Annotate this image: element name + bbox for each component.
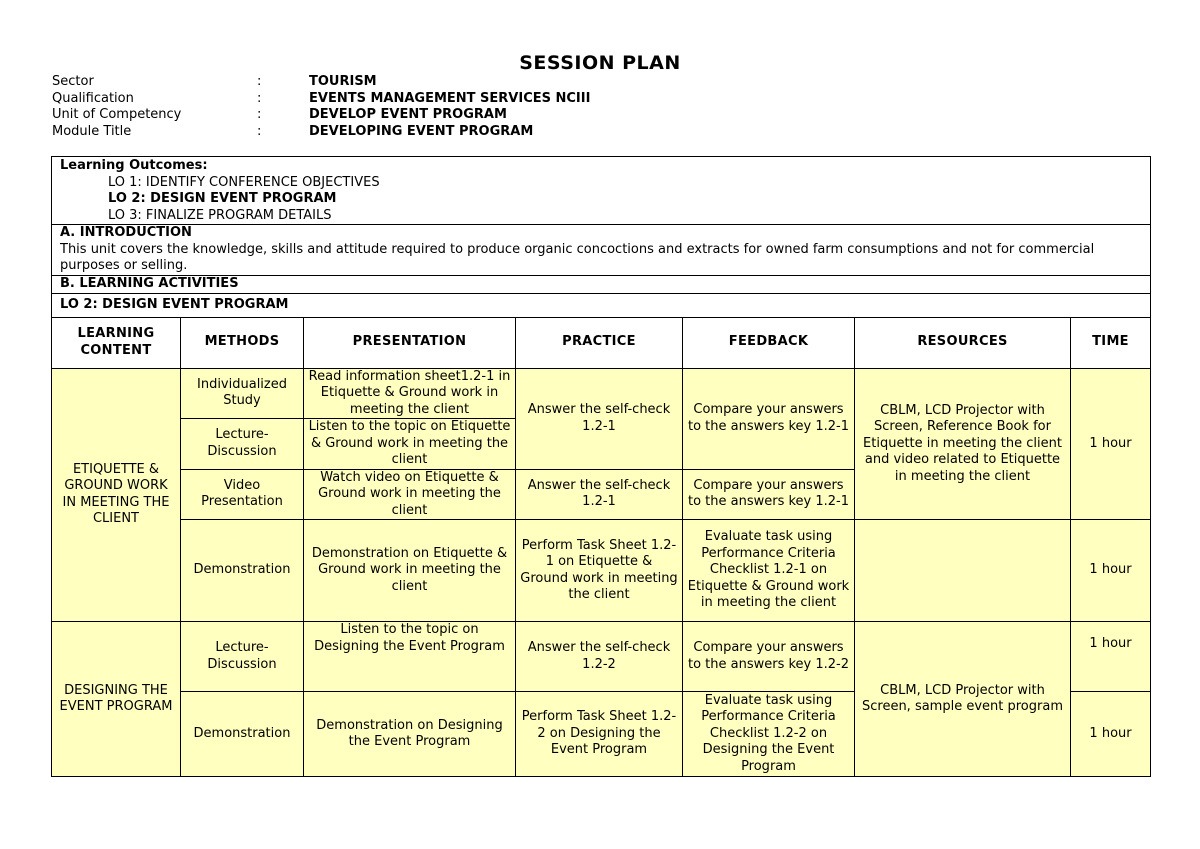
presentation-cell: Watch video on Etiquette & Ground work in meeting the client bbox=[304, 469, 516, 520]
activities-heading-row bbox=[52, 275, 1151, 293]
time-cell: 1 hour bbox=[1071, 368, 1151, 520]
table-row bbox=[52, 622, 1151, 692]
resources-cell-empty bbox=[855, 520, 1071, 622]
method-cell: Demonstration bbox=[181, 520, 304, 622]
table-row bbox=[52, 520, 1151, 622]
practice-cell: Answer the self-check 1.2-1 bbox=[516, 469, 683, 520]
meta-separator: : bbox=[257, 107, 262, 122]
practice-cell: Perform Task Sheet 1.2-2 on Designing the Event Program bbox=[516, 692, 683, 777]
column-header: RESOURCES bbox=[855, 317, 1071, 368]
feedback-cell: Compare your answers to the answers key 1.2-1 bbox=[683, 469, 855, 520]
meta-label: Unit of Competency bbox=[52, 107, 182, 122]
column-header-row bbox=[52, 317, 1151, 368]
meta-value: EVENTS MANAGEMENT SERVICES NCIII bbox=[309, 90, 591, 106]
feedback-cell: Compare your answers to the answers key 1.2-2 bbox=[683, 622, 855, 692]
activities-heading: B. LEARNING ACTIVITIES bbox=[52, 275, 1151, 293]
learning-content-cell: ETIQUETTE & GROUND WORK IN MEETING THE CLIENT bbox=[52, 368, 181, 622]
meta-label: Qualification bbox=[52, 90, 134, 106]
practice-cell: Answer the self-check 1.2-1 bbox=[516, 368, 683, 469]
header-info bbox=[52, 74, 590, 140]
page-title: SESSION PLAN bbox=[519, 52, 681, 74]
activities-lo-row bbox=[52, 293, 1151, 317]
method-cell: Video Presentation bbox=[181, 469, 304, 520]
meta-row-sector bbox=[52, 74, 590, 91]
presentation-cell: Demonstration on Designing the Event Program bbox=[304, 692, 516, 777]
presentation-cell: Listen to the topic on Designing the Event Program bbox=[304, 622, 516, 692]
meta-row-qualification bbox=[52, 91, 590, 108]
feedback-cell: Evaluate task using Performance Criteria Checklist 1.2-1 on Etiquette & Ground work in meeting the client bbox=[683, 520, 855, 622]
meta-row-module bbox=[52, 124, 590, 141]
outcome-item: LO 2: DESIGN EVENT PROGRAM bbox=[108, 191, 337, 206]
time-cell: 1 hour bbox=[1071, 520, 1151, 622]
learning-content-cell: DESIGNING THE EVENT PROGRAM bbox=[52, 622, 181, 777]
table-row bbox=[52, 368, 1151, 419]
learning-outcomes-heading: Learning Outcomes: bbox=[60, 158, 208, 173]
meta-label: Module Title bbox=[52, 123, 132, 139]
introduction-heading: A. INTRODUCTION bbox=[60, 225, 192, 240]
outcome-item: LO 3: FINALIZE PROGRAM DETAILS bbox=[108, 207, 332, 223]
practice-cell: Perform Task Sheet 1.2-1 on Etiquette & Ground work in meeting the client bbox=[516, 520, 683, 622]
resources-cell: CBLM, LCD Projector with Screen, Reference Book for Etiquette in meeting the client and video related to Etiquette in meeting the client bbox=[855, 368, 1071, 520]
column-header: FEEDBACK bbox=[683, 317, 855, 368]
time-cell: 1 hour bbox=[1071, 692, 1151, 777]
column-header: PRACTICE bbox=[516, 317, 683, 368]
column-header: METHODS bbox=[181, 317, 304, 368]
time-cell: 1 hour bbox=[1071, 622, 1151, 692]
method-cell: Demonstration bbox=[181, 692, 304, 777]
presentation-cell: Read information sheet1.2-1 in Etiquette & Ground work in meeting the client bbox=[304, 368, 516, 419]
meta-row-unit bbox=[52, 107, 590, 124]
meta-value: TOURISM bbox=[309, 74, 377, 89]
feedback-cell: Compare your answers to the answers key 1.2-1 bbox=[683, 368, 855, 469]
introduction-cell bbox=[52, 225, 1151, 276]
learning-outcomes-row bbox=[52, 157, 1151, 225]
column-header: LEARNING CONTENT bbox=[52, 317, 181, 368]
meta-value: DEVELOP EVENT PROGRAM bbox=[309, 107, 507, 122]
presentation-cell: Demonstration on Etiquette & Ground work in meeting the client bbox=[304, 520, 516, 622]
resources-cell: CBLM, LCD Projector with Screen, sample event program bbox=[855, 622, 1071, 777]
practice-cell: Answer the self-check 1.2-2 bbox=[516, 622, 683, 692]
learning-outcomes-cell bbox=[52, 157, 1151, 225]
method-cell: Lecture-Discussion bbox=[181, 419, 304, 470]
method-cell: Lecture-Discussion bbox=[181, 622, 304, 692]
presentation-cell: Listen to the topic on Etiquette & Ground work in meeting the client bbox=[304, 419, 516, 470]
activities-lo: LO 2: DESIGN EVENT PROGRAM bbox=[52, 293, 1151, 317]
introduction-text: This unit covers the knowledge, skills and attitude required to produce organic concoctions and extracts for owned farm consumptions and not for commercial purposes or selling. bbox=[60, 241, 1095, 273]
meta-separator: : bbox=[257, 74, 262, 89]
feedback-cell: Evaluate task using Performance Criteria Checklist 1.2-2 on Designing the Event Program bbox=[683, 692, 855, 777]
column-header: TIME bbox=[1071, 317, 1151, 368]
meta-separator: : bbox=[257, 90, 262, 106]
outcome-item: LO 1: IDENTIFY CONFERENCE OBJECTIVES bbox=[108, 174, 380, 190]
meta-value: DEVELOPING EVENT PROGRAM bbox=[309, 123, 534, 139]
column-header: PRESENTATION bbox=[304, 317, 516, 368]
introduction-row bbox=[52, 225, 1151, 276]
session-plan-table bbox=[51, 156, 1151, 777]
method-cell: Individualized Study bbox=[181, 368, 304, 419]
meta-label: Sector bbox=[52, 74, 94, 89]
meta-separator: : bbox=[257, 123, 262, 139]
